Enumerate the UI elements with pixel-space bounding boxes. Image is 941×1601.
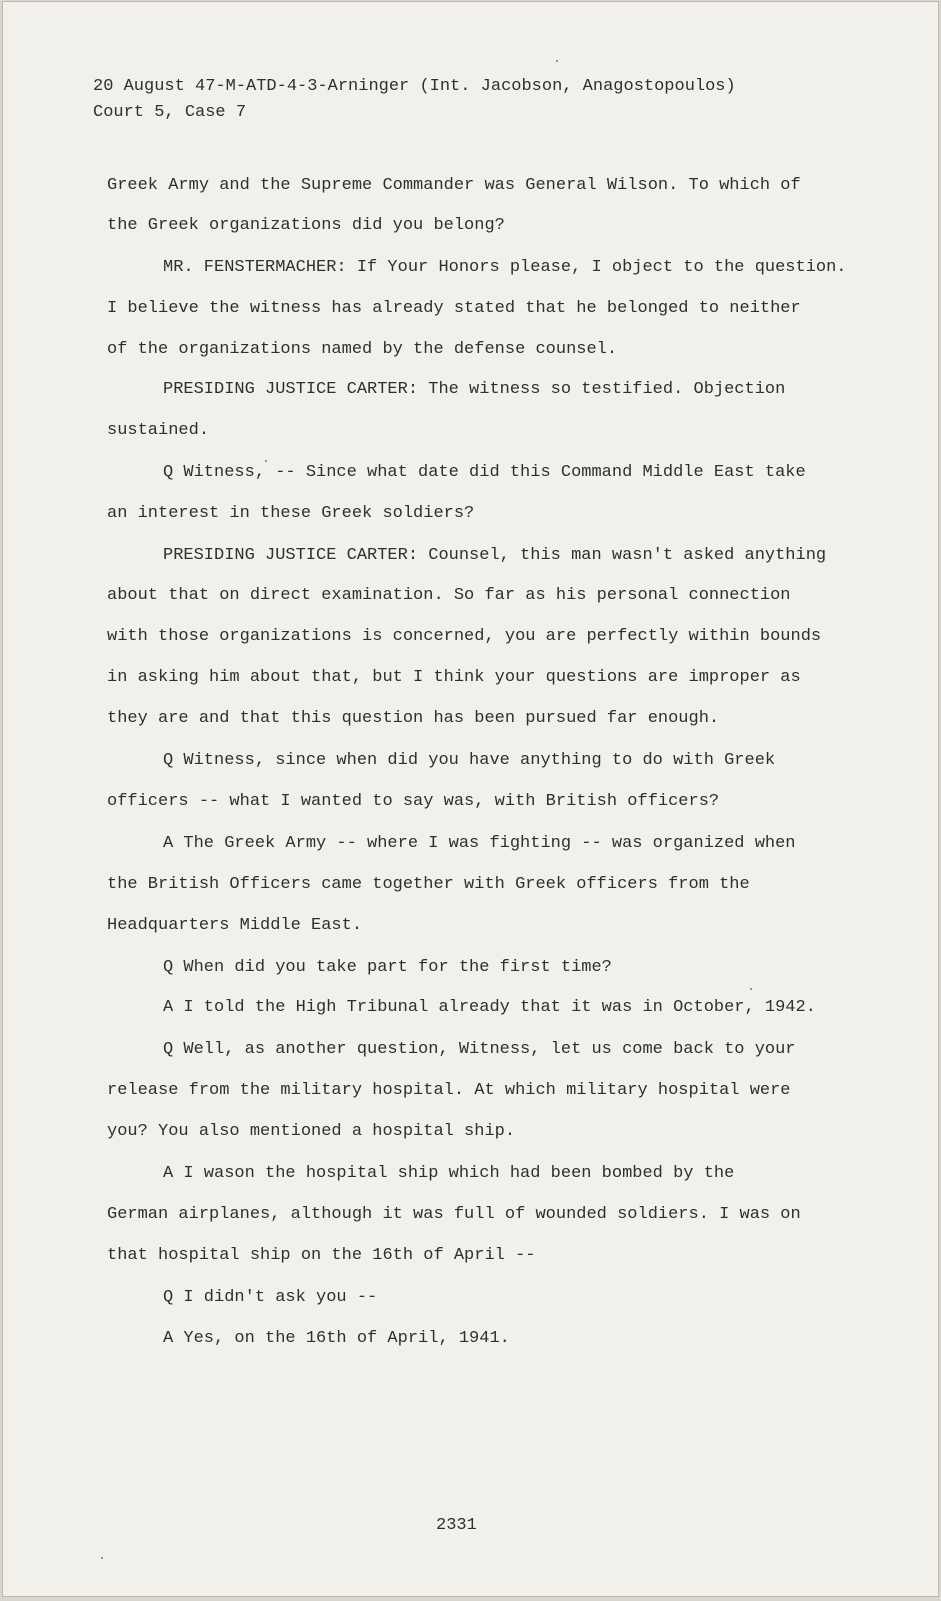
transcript-line: I believe the witness has already stated that he belonged to neither (107, 299, 801, 318)
transcript-line: sustained. (107, 421, 210, 440)
transcript-line: Q Witness, -- Since what date did this Command Middle East take (163, 463, 806, 482)
page-number: 2331 (436, 1516, 477, 1535)
transcript-line: MR. FENSTERMACHER: If Your Honors please, I object to the question. (163, 258, 847, 277)
transcript-line: PRESIDING JUSTICE CARTER: The witness so testified. Objection (163, 380, 786, 399)
paper-speck (750, 988, 752, 990)
transcript-header (93, 74, 736, 126)
transcript-line: with those organizations is concerned, you are perfectly within bounds (107, 627, 822, 646)
transcript-line: A The Greek Army -- where I was fighting -- was organized when (163, 834, 796, 853)
transcript-line: you? You also mentioned a hospital ship. (107, 1122, 516, 1141)
transcript-line: Q Well, as another question, Witness, let us come back to your (163, 1040, 796, 1059)
transcript-line: Q I didn't ask you -- (163, 1288, 378, 1307)
header-court-line: Court 5, Case 7 (93, 103, 247, 122)
paper-speck (265, 460, 267, 462)
transcript-line: in asking him about that, but I think your questions are improper as (107, 668, 801, 687)
transcript-line: the British Officers came together with Greek officers from the (107, 875, 750, 894)
transcript-line: PRESIDING JUSTICE CARTER: Counsel, this man wasn't asked anything (163, 546, 827, 565)
transcript-line: that hospital ship on the 16th of April -- (107, 1246, 536, 1265)
transcript-line: Greek Army and the Supreme Commander was General Wilson. To which of (107, 176, 801, 195)
transcript-line: Headquarters Middle East. (107, 916, 363, 935)
transcript-line: Q When did you take part for the first time? (163, 958, 612, 977)
paper-speck (556, 60, 558, 62)
transcript-line: about that on direct examination. So far as his personal connection (107, 586, 791, 605)
document-page (2, 1, 939, 1597)
transcript-line: an interest in these Greek soldiers? (107, 504, 475, 523)
transcript-line: German airplanes, although it was full of wounded soldiers. I was on (107, 1205, 801, 1224)
header-date-line: 20 August 47-M-ATD-4-3-Arninger (Int. Jacobson, Anagostopoulos) (93, 77, 736, 96)
paper-speck (101, 1557, 103, 1559)
transcript-line: officers -- what I wanted to say was, with British officers? (107, 792, 720, 811)
transcript-line: of the organizations named by the defense counsel. (107, 340, 618, 359)
transcript-line: A I told the High Tribunal already that it was in October, 1942. (163, 998, 816, 1017)
transcript-line: release from the military hospital. At which military hospital were (107, 1081, 791, 1100)
transcript-line: the Greek organizations did you belong? (107, 216, 505, 235)
transcript-line: Q Witness, since when did you have anything to do with Greek (163, 751, 776, 770)
transcript-line: A I wason the hospital ship which had been bombed by the (163, 1164, 735, 1183)
transcript-line: they are and that this question has been pursued far enough. (107, 709, 720, 728)
transcript-line: A Yes, on the 16th of April, 1941. (163, 1329, 510, 1348)
